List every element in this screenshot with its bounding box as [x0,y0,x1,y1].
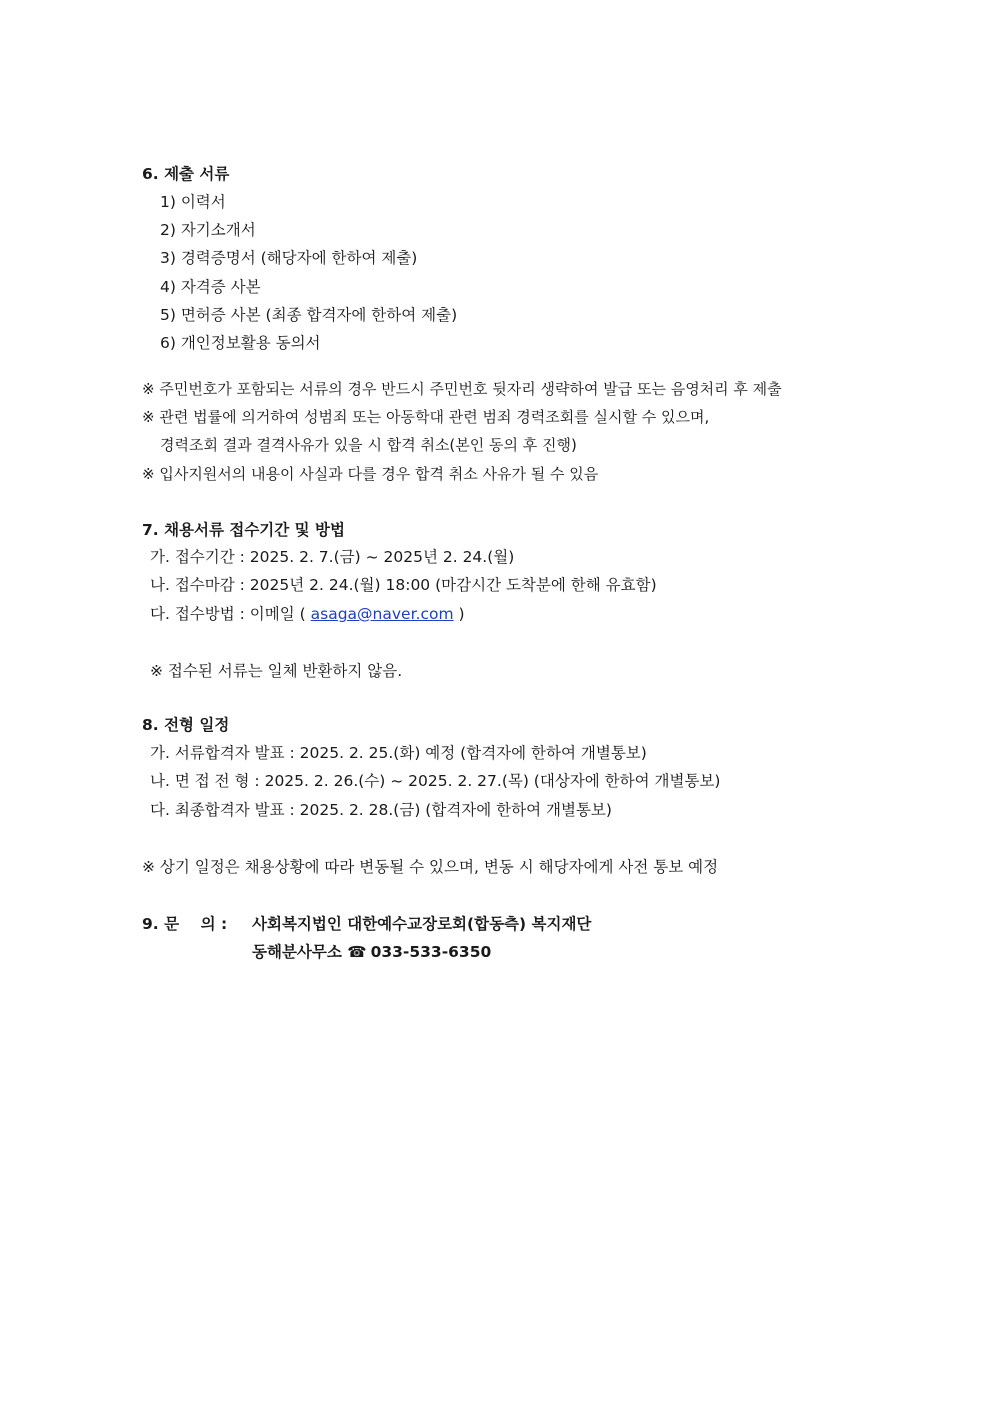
section-6-note: 경력조회 결과 결격사유가 있을 시 합격 취소(본인 동의 후 진행) [160,436,577,454]
section-9-label: 9. 문 의 : [142,915,228,933]
contact-office: 동해분사무소 [252,943,342,961]
section-6-item: 1) 이력서 [160,193,226,211]
section-7-heading: 7. 채용서류 접수기간 및 방법 [142,521,345,539]
section-6-item: 6) 개인정보활용 동의서 [160,334,321,352]
section-7-method-suffix: ) [453,605,465,623]
section-7-item: 나. 접수마감 : 2025년 2. 24.(월) 18:00 (마감시간 도착분에 한해 유효함) [150,576,657,594]
section-8-heading: 8. 전형 일정 [142,716,230,734]
contact-office-line [252,942,491,962]
section-8-item: 가. 서류합격자 발표 : 2025. 2. 25.(화) 예정 (합격자에 한하여 개별통보) [150,744,647,762]
section-6-item: 3) 경력증명서 (해당자에 한하여 제출) [160,249,418,267]
section-6-item: 4) 자격증 사본 [160,278,261,296]
section-6-note: ※ 입사지원서의 내용이 사실과 다를 경우 합격 취소 사유가 될 수 있음 [142,465,599,483]
section-7-method-prefix: 다. 접수방법 : 이메일 ( [150,605,311,623]
email-link[interactable]: asaga@naver.com [310,605,454,623]
section-6-note: ※ 관련 법률에 의거하여 성범죄 또는 아동학대 관련 범죄 경력조회를 실시할 수 있으며, [142,408,710,426]
section-6-item: 2) 자기소개서 [160,221,256,239]
section-7-item: 가. 접수기간 : 2025. 2. 7.(금) ~ 2025년 2. 24.(월) [150,548,515,566]
section-7-note: ※ 접수된 서류는 일체 반환하지 않음. [150,662,403,680]
section-8-item: 다. 최종합격자 발표 : 2025. 2. 28.(금) (합격자에 한하여 개별통보) [150,801,612,819]
contact-organization: 사회복지법인 대한예수교장로회(합동측) 복지재단 [252,915,592,933]
section-8-note: ※ 상기 일정은 채용상황에 따라 변동될 수 있으며, 변동 시 해당자에게 사전 통보 예정 [142,858,719,876]
section-7-method [150,604,465,624]
section-6-heading: 6. 제출 서류 [142,165,230,183]
phone-icon: ☎ [347,943,367,961]
section-8-item: 나. 면 접 전 형 : 2025. 2. 26.(수) ~ 2025. 2. 27.(목) (대상자에 한하여 개별통보) [150,772,721,790]
contact-phone: 033-533-6350 [370,943,492,961]
section-6-note: ※ 주민번호가 포함되는 서류의 경우 반드시 주민번호 뒷자리 생략하여 발급 또는 음영처리 후 제출 [142,380,782,398]
section-6-item: 5) 면허증 사본 (최종 합격자에 한하여 제출) [160,306,458,324]
